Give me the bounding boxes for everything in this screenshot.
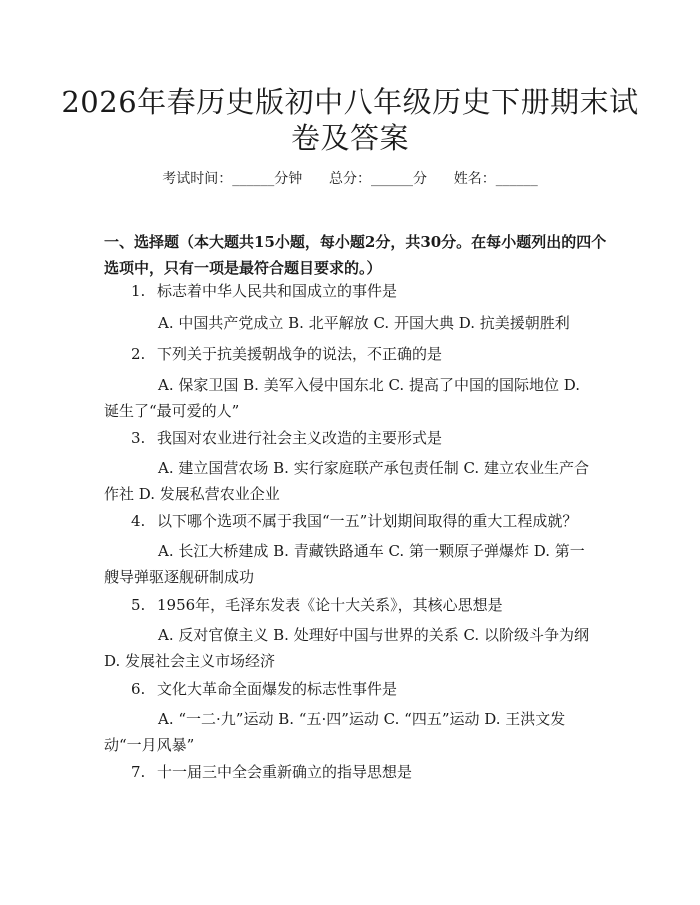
question-4-options: A. 长江大桥建成 B. 青藏铁路通车 C. 第一颗原子弹爆炸 D. 第一艘导弹驱逐舰研制成功: [104, 542, 585, 586]
question-stem: 标志着中华人民共和国成立的事件是: [157, 282, 398, 300]
section-heading: 一、选择题（本大题共15小题，每小题2分，共30分。在每小题列出的四个选项中，只有一项是最符合题目要求的。）: [104, 233, 607, 277]
question-number: 3.: [131, 429, 146, 447]
question-number: 5.: [131, 596, 146, 614]
question-number: 7.: [131, 763, 146, 781]
question-5: [131, 596, 601, 614]
question-6: [131, 680, 601, 698]
question-number: 1.: [131, 282, 146, 300]
question-6-options: A. “一二·九”运动 B. “五·四”运动 C. “四五”运动 D. 王洪文发动“一月风暴”: [104, 710, 566, 754]
question-stem: 我国对农业进行社会主义改造的主要形式是: [157, 429, 443, 447]
question-2: [131, 345, 601, 363]
question-1: [131, 282, 601, 300]
question-5-options: A. 反对官僚主义 B. 处理好中国与世界的关系 C. 以阶级斗争为纲 D. 发展社会主义市场经济: [104, 626, 589, 670]
question-3-options: A. 建立国营农场 B. 实行家庭联产承包责任制 C. 建立农业生产合作社 D. 发展私营农业企业: [104, 459, 589, 503]
question-stem: 以下哪个选项不属于我国“一五”计划期间取得的重大工程成就？: [157, 512, 578, 530]
question-1-options: A. 中国共产党成立 B. 北平解放 C. 开国大典 D. 抗美援朝胜利: [158, 314, 570, 332]
question-3: [131, 429, 601, 447]
question-stem: 十一届三中全会重新确立的指导思想是: [157, 763, 413, 781]
question-stem: 下列关于抗美援朝战争的说法，不正确的是: [157, 345, 443, 363]
exam-info-line: 考试时间：______分钟 总分：______分 姓名：______: [162, 171, 538, 187]
page-title: 2026年春历史版初中八年级历史下册期末试卷及答案: [61, 85, 639, 155]
question-2-options: A. 保家卫国 B. 美军入侵中国东北 C. 提高了中国的国际地位 D. 诞生了“最可爱的人”: [104, 376, 580, 420]
question-stem: 1956年，毛泽东发表《论十大关系》，其核心思想是: [157, 596, 503, 614]
question-number: 4.: [131, 512, 146, 530]
question-number: 2.: [131, 345, 146, 363]
question-7: [131, 763, 601, 781]
question-4: [131, 512, 601, 530]
question-stem: 文化大革命全面爆发的标志性事件是: [157, 680, 398, 698]
question-number: 6.: [131, 680, 146, 698]
